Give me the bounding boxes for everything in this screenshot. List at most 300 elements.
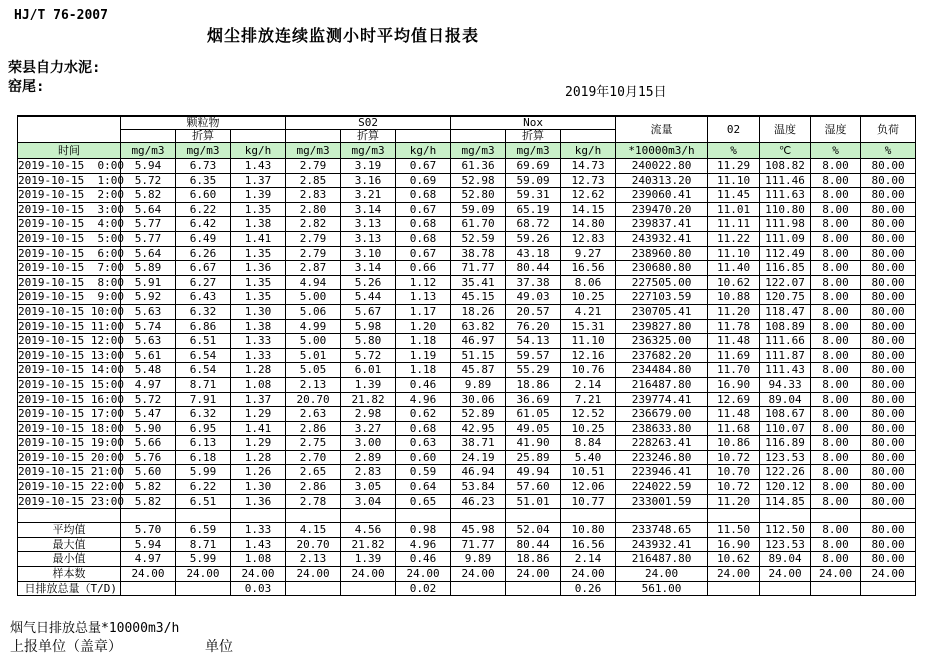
value-cell: 233001.59 <box>616 494 708 509</box>
unit-cell: mg/m3 <box>341 143 396 159</box>
value-cell: 2.87 <box>286 261 341 276</box>
summary-row <box>18 537 916 552</box>
value-cell: 59.31 <box>506 188 561 203</box>
value-cell: 1.18 <box>396 363 451 378</box>
value-cell: 52.98 <box>451 173 506 188</box>
summary-value-cell: 123.53 <box>760 537 811 552</box>
time-cell: 2019-10-15 15:00 <box>18 377 124 391</box>
value-cell: 2.79 <box>286 231 341 246</box>
time-column-header: 时间 <box>18 143 121 159</box>
value-cell: 69.69 <box>506 159 561 174</box>
summary-value-cell: 24.00 <box>286 567 341 582</box>
value-cell: 1.36 <box>231 261 286 276</box>
value-cell: 5.44 <box>341 290 396 305</box>
spacer-row <box>18 509 916 523</box>
time-cell: 2019-10-15 18:00 <box>18 421 124 435</box>
spacer-cell <box>286 509 341 523</box>
value-cell: 30.06 <box>451 392 506 407</box>
summary-value-cell: 80.00 <box>861 523 916 538</box>
value-cell: 52.89 <box>451 407 506 422</box>
summary-value-cell: 11.50 <box>708 523 760 538</box>
value-cell: 1.08 <box>231 377 286 392</box>
value-cell: 6.49 <box>176 231 231 246</box>
value-cell: 2.78 <box>286 494 341 509</box>
data-row <box>18 480 916 495</box>
value-cell: 10.70 <box>708 465 760 480</box>
value-cell: 6.43 <box>176 290 231 305</box>
value-cell: 1.39 <box>231 188 286 203</box>
value-cell: 243932.41 <box>616 231 708 246</box>
value-cell: 5.77 <box>121 231 176 246</box>
summary-value-cell: 80.00 <box>861 552 916 567</box>
value-cell: 120.12 <box>760 480 811 495</box>
value-cell: 224022.59 <box>616 480 708 495</box>
value-cell: 46.94 <box>451 465 506 480</box>
col-temperature: 温度 <box>760 116 811 143</box>
summary-value-cell <box>506 581 561 596</box>
summary-value-cell: 16.56 <box>561 537 616 552</box>
summary-value-cell: 5.99 <box>176 552 231 567</box>
report-date: 2019年10月15日 <box>565 85 667 100</box>
value-cell: 3.13 <box>341 231 396 246</box>
col-load: 负荷 <box>861 116 916 143</box>
summary-label <box>18 552 121 567</box>
value-cell: 1.12 <box>396 275 451 290</box>
value-cell: 3.14 <box>341 261 396 276</box>
value-cell: 0.67 <box>396 202 451 217</box>
value-cell: 4.99 <box>286 319 341 334</box>
value-cell: 0.67 <box>396 246 451 261</box>
time-cell: 2019-10-15 23:00 <box>18 494 124 508</box>
table-header <box>18 116 916 159</box>
value-cell: 52.80 <box>451 188 506 203</box>
value-cell: 1.29 <box>231 407 286 422</box>
summary-value-cell: 80.00 <box>861 537 916 552</box>
converted-label-so2: 折算 <box>341 130 396 143</box>
summary-value-cell <box>451 581 506 596</box>
value-cell: 2.13 <box>286 377 341 392</box>
time-cell: 2019-10-15 13:00 <box>18 348 124 362</box>
value-cell: 10.72 <box>708 480 760 495</box>
value-cell: 5.01 <box>286 348 341 363</box>
value-cell: 216487.80 <box>616 377 708 392</box>
value-cell: 11.10 <box>708 246 760 261</box>
value-cell: 110.07 <box>760 421 811 436</box>
value-cell: 2.79 <box>286 246 341 261</box>
value-cell: 238633.80 <box>616 421 708 436</box>
unit-cell-humidity: % <box>811 143 861 159</box>
value-cell: 2.80 <box>286 202 341 217</box>
summary-value-cell: 20.70 <box>286 537 341 552</box>
summary-value-cell: 0.02 <box>396 581 451 596</box>
summary-value-cell: 243932.41 <box>616 537 708 552</box>
value-cell: 6.73 <box>176 159 231 174</box>
value-cell: 223246.80 <box>616 450 708 465</box>
unit-cell-temperature: ℃ <box>760 143 811 159</box>
value-cell: 2.63 <box>286 407 341 422</box>
value-cell: 2.79 <box>286 159 341 174</box>
value-cell: 59.09 <box>451 202 506 217</box>
value-cell: 80.00 <box>861 494 916 509</box>
summary-row <box>18 552 916 567</box>
value-cell: 15.31 <box>561 319 616 334</box>
value-cell: 21.82 <box>341 392 396 407</box>
summary-value-cell <box>286 581 341 596</box>
value-cell: 1.37 <box>231 173 286 188</box>
value-cell: 239774.41 <box>616 392 708 407</box>
value-cell: 8.00 <box>811 348 861 363</box>
summary-value-cell: 561.00 <box>616 581 708 596</box>
unit-cell: mg/m3 <box>286 143 341 159</box>
unit-cell: kg/h <box>231 143 286 159</box>
value-cell: 1.43 <box>231 159 286 174</box>
value-cell: 0.46 <box>396 377 451 392</box>
summary-value-cell: 1.33 <box>231 523 286 538</box>
value-cell: 11.10 <box>708 173 760 188</box>
value-cell: 59.09 <box>506 173 561 188</box>
converted-label-particulate: 折算 <box>176 130 231 143</box>
unit-cell: mg/m3 <box>506 143 561 159</box>
unit-cell: kg/h <box>561 143 616 159</box>
value-cell: 0.68 <box>396 217 451 232</box>
value-cell: 234484.80 <box>616 363 708 378</box>
value-cell: 14.80 <box>561 217 616 232</box>
value-cell: 45.15 <box>451 290 506 305</box>
value-cell: 59.57 <box>506 348 561 363</box>
value-cell: 8.71 <box>176 377 231 392</box>
value-cell: 6.86 <box>176 319 231 334</box>
value-cell: 6.22 <box>176 480 231 495</box>
spacer-cell <box>121 509 176 523</box>
value-cell: 120.75 <box>760 290 811 305</box>
value-cell: 80.00 <box>861 188 916 203</box>
value-cell: 8.00 <box>811 261 861 276</box>
summary-value-cell: 24.00 <box>616 567 708 582</box>
value-cell: 8.00 <box>811 363 861 378</box>
value-cell: 80.00 <box>861 290 916 305</box>
value-cell: 2.70 <box>286 450 341 465</box>
value-cell: 0.59 <box>396 465 451 480</box>
value-cell: 12.16 <box>561 348 616 363</box>
summary-value-cell: 71.77 <box>451 537 506 552</box>
data-row <box>18 494 916 509</box>
value-cell: 80.00 <box>861 202 916 217</box>
value-cell: 12.69 <box>708 392 760 407</box>
value-cell: 3.05 <box>341 480 396 495</box>
value-cell: 8.00 <box>811 377 861 392</box>
summary-value-cell: 0.46 <box>396 552 451 567</box>
value-cell: 8.00 <box>811 290 861 305</box>
value-cell: 5.72 <box>121 173 176 188</box>
value-cell: 6.95 <box>176 421 231 436</box>
value-cell: 5.60 <box>121 465 176 480</box>
value-cell: 2.65 <box>286 465 341 480</box>
summary-value-cell <box>176 581 231 596</box>
value-cell: 61.70 <box>451 217 506 232</box>
flue-gas-total-note: 烟气日排放总量*10000m3/h <box>10 621 180 636</box>
value-cell: 2.86 <box>286 421 341 436</box>
value-cell: 3.14 <box>341 202 396 217</box>
value-cell: 6.51 <box>176 334 231 349</box>
col-flow: 流量 <box>616 116 708 143</box>
value-cell: 240313.20 <box>616 173 708 188</box>
value-cell: 5.00 <box>286 290 341 305</box>
spacer-cell <box>861 509 916 523</box>
spacer-cell <box>18 509 121 523</box>
value-cell: 5.82 <box>121 188 176 203</box>
value-cell: 61.05 <box>506 407 561 422</box>
value-cell: 236325.00 <box>616 334 708 349</box>
value-cell: 80.00 <box>861 275 916 290</box>
summary-value-cell: 45.98 <box>451 523 506 538</box>
summary-value-cell: 21.82 <box>341 537 396 552</box>
value-cell: 38.71 <box>451 436 506 451</box>
value-cell: 11.01 <box>708 202 760 217</box>
summary-value-cell: 5.70 <box>121 523 176 538</box>
company-name: 荣县自力水泥: <box>8 60 101 76</box>
summary-value-cell <box>861 581 916 596</box>
unit-cell: mg/m3 <box>451 143 506 159</box>
summary-label-text: 最小值 <box>52 552 86 566</box>
value-cell: 20.70 <box>286 392 341 407</box>
summary-value-cell: 8.00 <box>811 552 861 567</box>
summary-value-cell: 80.44 <box>506 537 561 552</box>
value-cell: 0.63 <box>396 436 451 451</box>
value-cell: 6.18 <box>176 450 231 465</box>
spacer-cell <box>176 509 231 523</box>
summary-value-cell: 24.00 <box>506 567 561 582</box>
value-cell: 1.18 <box>396 334 451 349</box>
value-cell: 122.07 <box>760 275 811 290</box>
time-cell: 2019-10-15 21:00 <box>18 465 124 479</box>
value-cell: 4.21 <box>561 304 616 319</box>
data-row <box>18 304 916 319</box>
value-cell: 14.73 <box>561 159 616 174</box>
summary-value-cell: 24.00 <box>708 567 760 582</box>
value-cell: 76.20 <box>506 319 561 334</box>
value-cell: 3.10 <box>341 246 396 261</box>
col-humidity: 湿度 <box>811 116 861 143</box>
value-cell: 5.67 <box>341 304 396 319</box>
value-cell: 1.39 <box>341 377 396 392</box>
value-cell: 6.35 <box>176 173 231 188</box>
value-cell: 6.67 <box>176 261 231 276</box>
data-row <box>18 202 916 217</box>
value-cell: 80.00 <box>861 246 916 261</box>
data-row <box>18 407 916 422</box>
value-cell: 230705.41 <box>616 304 708 319</box>
data-row <box>18 334 916 349</box>
value-cell: 46.23 <box>451 494 506 509</box>
value-cell: 80.00 <box>861 231 916 246</box>
value-cell: 1.29 <box>231 436 286 451</box>
value-cell: 11.70 <box>708 363 760 378</box>
value-cell: 16.56 <box>561 261 616 276</box>
time-cell: 2019-10-15 7:00 <box>18 261 124 275</box>
summary-value-cell: 0.03 <box>231 581 286 596</box>
summary-label <box>18 523 121 538</box>
spacer-cell <box>811 509 861 523</box>
value-cell: 1.38 <box>231 217 286 232</box>
value-cell: 5.63 <box>121 304 176 319</box>
value-cell: 4.97 <box>121 377 176 392</box>
summary-value-cell: 52.04 <box>506 523 561 538</box>
value-cell: 18.26 <box>451 304 506 319</box>
value-cell: 108.82 <box>760 159 811 174</box>
summary-value-cell <box>341 581 396 596</box>
value-cell: 80.00 <box>861 217 916 232</box>
value-cell: 111.66 <box>760 334 811 349</box>
spacer-cell <box>341 509 396 523</box>
summary-label <box>18 567 121 582</box>
value-cell: 46.97 <box>451 334 506 349</box>
value-cell: 6.01 <box>341 363 396 378</box>
value-cell: 5.76 <box>121 450 176 465</box>
value-cell: 49.05 <box>506 421 561 436</box>
value-cell: 10.62 <box>708 275 760 290</box>
value-cell: 1.36 <box>231 494 286 509</box>
summary-value-cell: 24.00 <box>861 567 916 582</box>
value-cell: 80.00 <box>861 348 916 363</box>
spacer-cell <box>616 509 708 523</box>
value-cell: 12.83 <box>561 231 616 246</box>
value-cell: 114.85 <box>760 494 811 509</box>
value-cell: 12.73 <box>561 173 616 188</box>
value-cell: 11.48 <box>708 334 760 349</box>
value-cell: 1.30 <box>231 304 286 319</box>
value-cell: 1.20 <box>396 319 451 334</box>
data-row <box>18 275 916 290</box>
value-cell: 2.89 <box>341 450 396 465</box>
value-cell: 43.18 <box>506 246 561 261</box>
value-cell: 5.98 <box>341 319 396 334</box>
value-cell: 80.00 <box>861 465 916 480</box>
value-cell: 8.00 <box>811 304 861 319</box>
value-cell: 11.11 <box>708 217 760 232</box>
value-cell: 8.00 <box>811 159 861 174</box>
time-cell: 2019-10-15 20:00 <box>18 450 124 464</box>
value-cell: 5.90 <box>121 421 176 436</box>
value-cell: 38.78 <box>451 246 506 261</box>
group-particulate: 颗粒物 <box>121 116 286 130</box>
page-title: 烟尘排放连续监测小时平均值日报表 <box>207 26 480 45</box>
value-cell: 5.00 <box>286 334 341 349</box>
value-cell: 1.38 <box>231 319 286 334</box>
value-cell: 11.68 <box>708 421 760 436</box>
value-cell: 2.83 <box>286 188 341 203</box>
value-cell: 12.52 <box>561 407 616 422</box>
data-row <box>18 173 916 188</box>
summary-value-cell: 2.14 <box>561 552 616 567</box>
value-cell: 230680.80 <box>616 261 708 276</box>
value-cell: 49.03 <box>506 290 561 305</box>
data-row <box>18 348 916 363</box>
value-cell: 8.00 <box>811 450 861 465</box>
summary-value-cell: 6.59 <box>176 523 231 538</box>
value-cell: 8.00 <box>811 275 861 290</box>
spacer-cell <box>231 509 286 523</box>
summary-value-cell: 24.00 <box>231 567 286 582</box>
unit-label: 单位 <box>205 639 233 655</box>
summary-value-cell: 5.94 <box>121 537 176 552</box>
value-cell: 80.00 <box>861 334 916 349</box>
value-cell: 3.13 <box>341 217 396 232</box>
data-row <box>18 363 916 378</box>
summary-value-cell: 24.00 <box>760 567 811 582</box>
summary-value-cell: 8.00 <box>811 523 861 538</box>
value-cell: 2.98 <box>341 407 396 422</box>
value-cell: 20.57 <box>506 304 561 319</box>
value-cell: 12.62 <box>561 188 616 203</box>
value-cell: 112.49 <box>760 246 811 261</box>
value-cell: 53.84 <box>451 480 506 495</box>
summary-value-cell: 8.71 <box>176 537 231 552</box>
data-row <box>18 246 916 261</box>
value-cell: 37.38 <box>506 275 561 290</box>
value-cell: 11.48 <box>708 407 760 422</box>
value-cell: 7.91 <box>176 392 231 407</box>
summary-label-text: 平均值 <box>52 523 86 537</box>
value-cell: 5.40 <box>561 450 616 465</box>
value-cell: 110.80 <box>760 202 811 217</box>
summary-label <box>18 581 121 596</box>
value-cell: 10.88 <box>708 290 760 305</box>
value-cell: 5.72 <box>121 392 176 407</box>
table-body <box>18 159 916 596</box>
time-cell: 2019-10-15 4:00 <box>18 217 124 231</box>
time-cell: 2019-10-15 11:00 <box>18 319 124 333</box>
value-cell: 9.27 <box>561 246 616 261</box>
summary-value-cell: 112.50 <box>760 523 811 538</box>
value-cell: 10.25 <box>561 421 616 436</box>
time-cell: 2019-10-15 12:00 <box>18 334 124 348</box>
value-cell: 89.04 <box>760 392 811 407</box>
value-cell: 228263.41 <box>616 436 708 451</box>
summary-value-cell: 10.80 <box>561 523 616 538</box>
value-cell: 1.35 <box>231 246 286 261</box>
value-cell: 1.41 <box>231 231 286 246</box>
report-table <box>17 115 916 596</box>
value-cell: 5.05 <box>286 363 341 378</box>
value-cell: 111.46 <box>760 173 811 188</box>
value-cell: 80.00 <box>861 173 916 188</box>
summary-label-text: 日排放总量（T/D) <box>24 581 117 595</box>
time-cell: 2019-10-15 10:00 <box>18 304 124 318</box>
value-cell: 8.00 <box>811 334 861 349</box>
value-cell: 236679.00 <box>616 407 708 422</box>
summary-label-text: 最大值 <box>52 537 86 551</box>
time-cell: 2019-10-15 2:00 <box>18 188 124 202</box>
value-cell: 2.82 <box>286 217 341 232</box>
value-cell: 80.00 <box>861 261 916 276</box>
value-cell: 1.13 <box>396 290 451 305</box>
value-cell: 49.94 <box>506 465 561 480</box>
value-cell: 3.27 <box>341 421 396 436</box>
units-row <box>18 143 916 159</box>
summary-value-cell: 4.56 <box>341 523 396 538</box>
time-cell: 2019-10-15 5:00 <box>18 231 124 245</box>
unit-cell: mg/m3 <box>176 143 231 159</box>
summary-label <box>18 537 121 552</box>
summary-value-cell: 4.96 <box>396 537 451 552</box>
value-cell: 11.69 <box>708 348 760 363</box>
value-cell: 6.54 <box>176 363 231 378</box>
summary-value-cell: 24.00 <box>176 567 231 582</box>
value-cell: 239837.41 <box>616 217 708 232</box>
value-cell: 7.21 <box>561 392 616 407</box>
value-cell: 4.94 <box>286 275 341 290</box>
value-cell: 1.35 <box>231 275 286 290</box>
